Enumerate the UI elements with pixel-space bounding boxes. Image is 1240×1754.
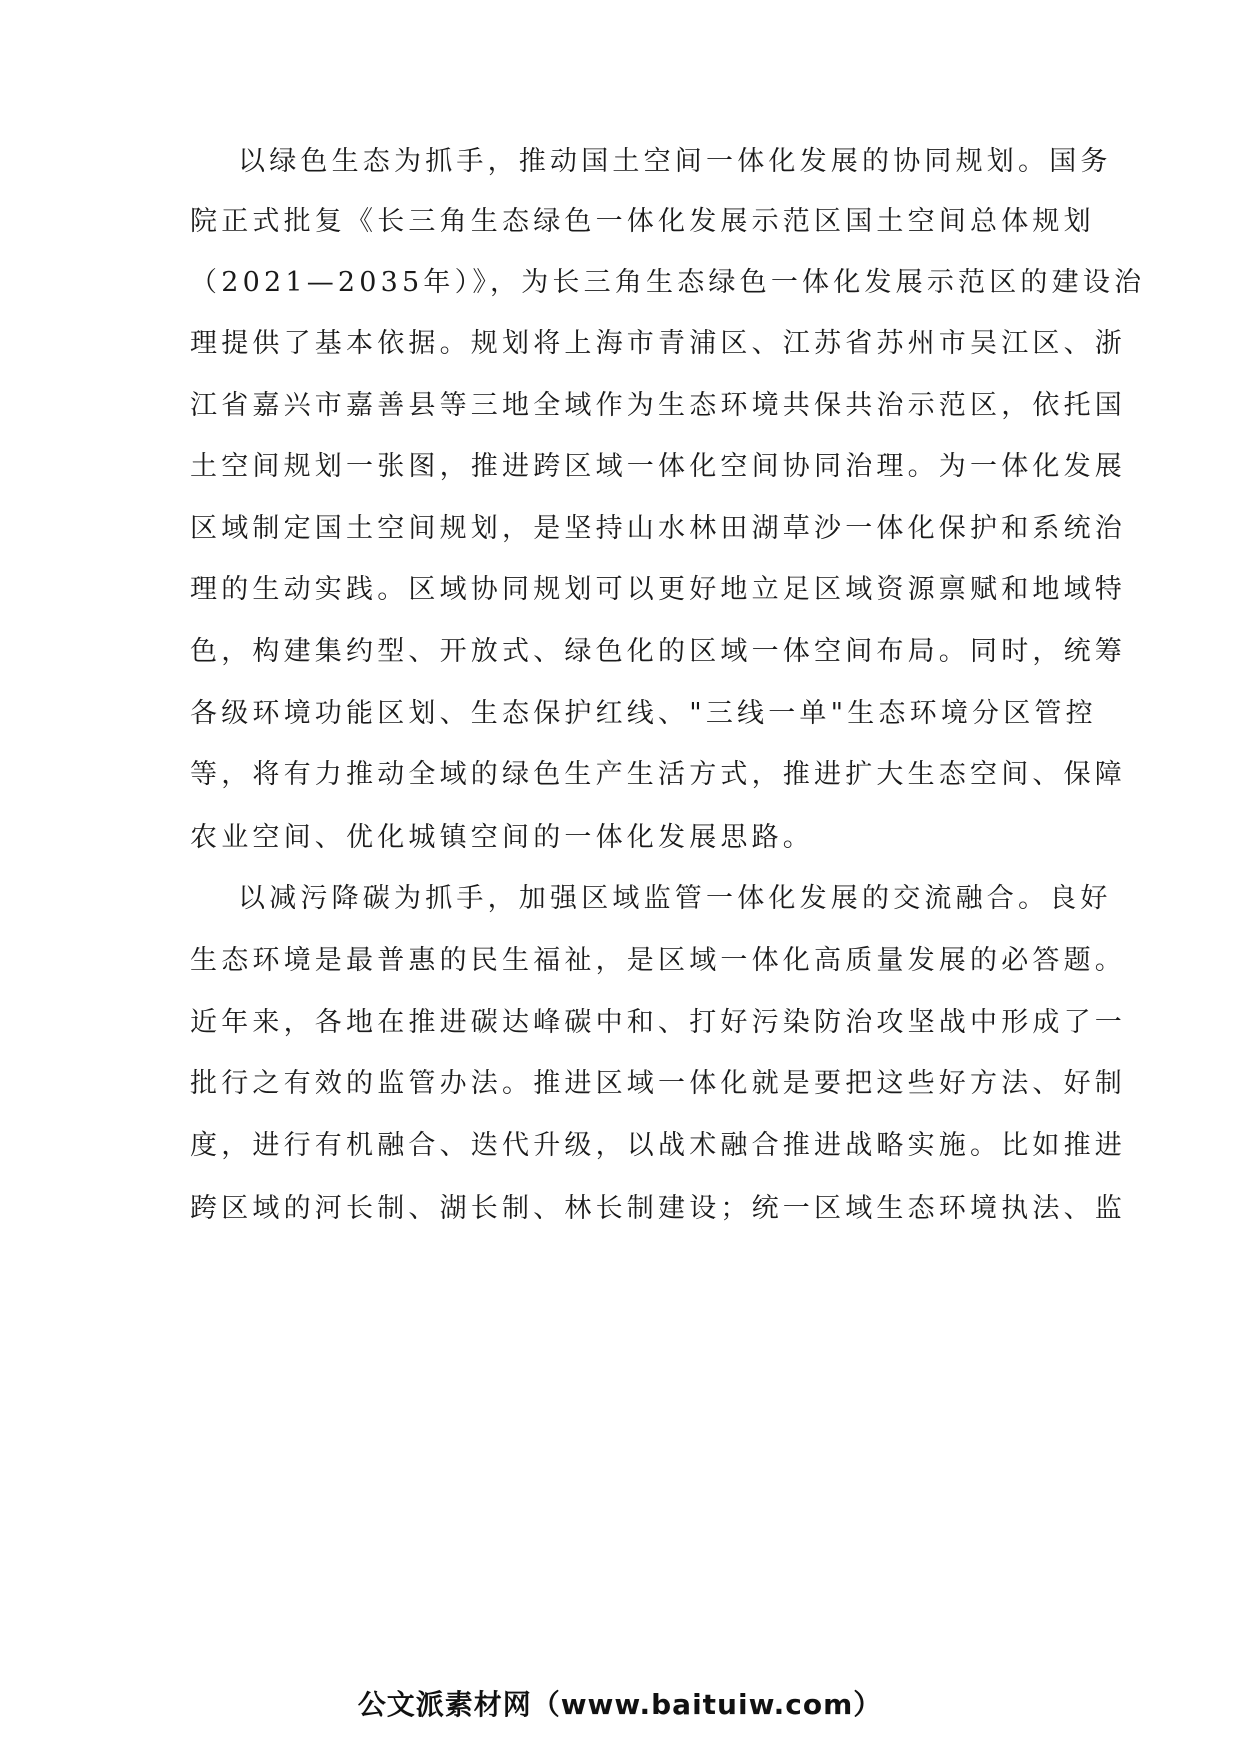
paragraph-2-line-1: 以减污降碳为抓手，加强区域监管一体化发展的交流融合。良好 (238, 883, 1112, 914)
paragraph-2-line-4: 批行之有效的监管办法。推进区域一体化就是要把这些好方法、好制 (190, 1068, 1126, 1099)
paragraph-1-line-12: 农业空间、优化城镇空间的一体化发展思路。 (190, 822, 814, 853)
paragraph-1-line-5: 江省嘉兴市嘉善县等三地全域作为生态环境共保共治示范区，依托国 (190, 390, 1126, 421)
paragraph-1-line-2: 院正式批复《长三角生态绿色一体化发展示范区国土空间总体规划 (190, 206, 1095, 237)
footer-source-text: 公文派素材网（www.baituiw.com） (357, 1688, 883, 1721)
paragraph-2-line-5: 度，进行有机融合、迭代升级，以战术融合推进战略实施。比如推进 (190, 1130, 1126, 1161)
paragraph-2-line-3: 近年来，各地在推进碳达峰碳中和、打好污染防治攻坚战中形成了一 (190, 1007, 1126, 1038)
paragraph-2-line-6: 跨区域的河长制、湖长制、林长制建设；统一区域生态环境执法、监 (190, 1193, 1126, 1224)
paragraph-1-line-6: 土空间规划一张图，推进跨区域一体化空间协同治理。为一体化发展 (190, 451, 1126, 482)
paragraph-1-line-11: 等，将有力推动全域的绿色生产生活方式，推进扩大生态空间、保障 (190, 759, 1126, 790)
paragraph-1-line-1: 以绿色生态为抓手，推动国土空间一体化发展的协同规划。国务 (238, 146, 1112, 177)
paragraph-1-line-4: 理提供了基本依据。规划将上海市青浦区、江苏省苏州市吴江区、浙 (190, 328, 1126, 359)
paragraph-1-line-7: 区域制定国土空间规划，是坚持山水林田湖草沙一体化保护和系统治 (190, 513, 1126, 544)
paragraph-1-line-10: 各级环境功能区划、生态保护红线、"三线一单"生态环境分区管控 (190, 698, 1097, 729)
paragraph-2-line-2: 生态环境是最普惠的民生福祉，是区域一体化高质量发展的必答题。 (190, 945, 1126, 976)
paragraph-1-line-3: （2021—2035年）》，为长三角生态绿色一体化发展示范区的建设治 (190, 267, 1146, 298)
paragraph-1-line-9: 色，构建集约型、开放式、绿色化的区域一体空间布局。同时，统筹 (190, 636, 1126, 667)
paragraph-1-line-8: 理的生动实践。区域协同规划可以更好地立足区域资源禀赋和地域特 (190, 574, 1126, 605)
